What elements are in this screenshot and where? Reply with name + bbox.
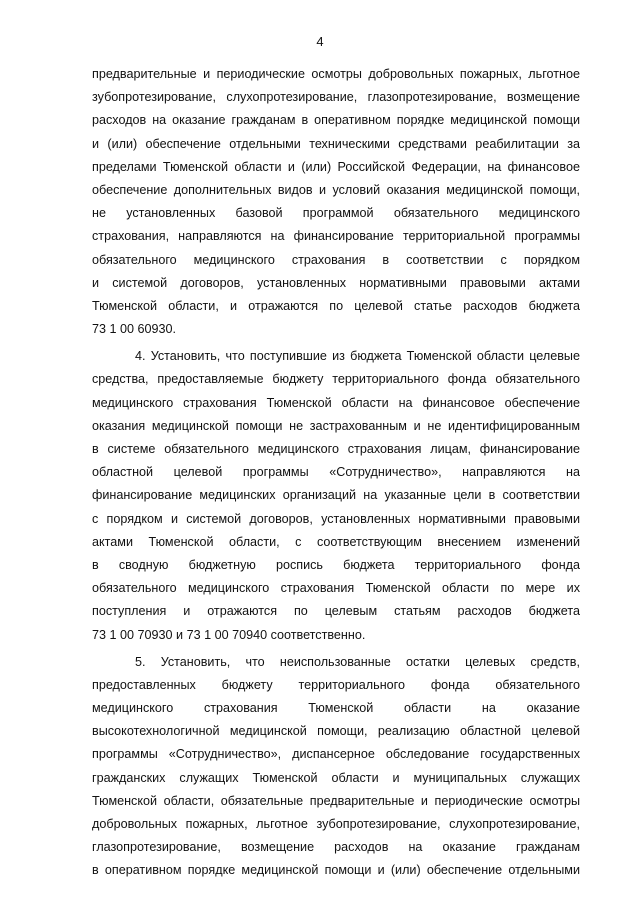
text-line: финансирование медицинских организаций на указанные цели в соответствии: [92, 488, 580, 503]
page-number: 4: [316, 34, 324, 49]
text-line: с порядком и системой договоров, установленных нормативными правовыми: [92, 511, 580, 526]
text-line: и (или) обеспечение отдельными техническими средствами реабилитации за: [92, 136, 580, 151]
text-line: средства, предоставляемые бюджету территориального фонда обязательного: [92, 372, 580, 387]
paragraph-3-continuation: [92, 63, 580, 341]
text-line: добровольных пожарных, льготное зубопротезирование, слухопротезирование,: [92, 817, 580, 831]
text-line: в системе обязательного медицинского страхования лицам, финансирование: [92, 442, 580, 456]
text-line: в оперативном порядке медицинской помощи и (или) обеспечение отдельными: [92, 863, 580, 878]
text-line: 4. Установить, что поступившие из бюджета Тюменской области целевые: [135, 349, 580, 364]
text-line: предварительные и периодические осмотры добровольных пожарных, льготное: [92, 67, 580, 81]
text-line: оказания медицинской помощи не застрахованным и не идентифицированным: [92, 418, 580, 433]
text-line: гражданских служащих Тюменской области и муниципальных служащих: [92, 770, 580, 785]
text-line: обязательного медицинского страхования в соответствии с порядком: [92, 252, 580, 267]
text-line: в сводную бюджетную роспись бюджета территориального фонда: [92, 557, 580, 572]
text-line: пределами Тюменской области и (или) Российской Федерации, на финансовое: [92, 159, 580, 174]
text-line: программы «Сотрудничество», диспансерное обследование государственных: [92, 747, 580, 762]
text-line: 5. Установить, что неиспользованные остатки целевых средств,: [135, 654, 580, 669]
text-line: областной целевой программы «Сотрудничество», направляются на: [92, 465, 580, 480]
document-body: [92, 63, 580, 883]
text-line: поступления и отражаются по целевым статьям расходов бюджета: [92, 604, 580, 619]
paragraph-5: [92, 651, 580, 883]
text-line: обеспечение дополнительных видов и условий оказания медицинской помощи,: [92, 182, 580, 197]
text-line: и системой договоров, установленных нормативными правовыми актами: [92, 275, 580, 290]
text-line: медицинского страхования Тюменской области на финансовое обеспечение: [92, 395, 580, 410]
text-line: глазопротезирование, возмещение расходов на оказание гражданам: [92, 840, 580, 855]
text-line: 73 1 00 70930 и 73 1 00 70940 соответственно.: [92, 627, 366, 642]
text-line: расходов на оказание гражданам в оперативном порядке медицинской помощи: [92, 113, 580, 128]
text-line: 73 1 00 60930.: [92, 322, 177, 337]
text-line: Тюменской области, и отражаются по целевой статье расходов бюджета: [92, 298, 580, 313]
text-line: медицинского страхования Тюменской области на оказание: [92, 701, 580, 716]
text-line: не установленных базовой программой обязательного медицинского: [92, 206, 580, 221]
text-line: актами Тюменской области, с соответствующим внесением изменений: [92, 534, 580, 549]
text-line: предоставленных бюджету территориального фонда обязательного: [92, 677, 580, 692]
paragraph-4: [92, 345, 580, 646]
text-line: высокотехнологичной медицинской помощи, реализацию областной целевой: [92, 724, 580, 739]
text-line: страхования, направляются на финансирование территориальной программы: [92, 229, 580, 244]
text-line: обязательного медицинского страхования Тюменской области по мере их: [92, 581, 580, 596]
text-line: зубопротезирование, слухопротезирование, глазопротезирование, возмещение: [92, 90, 580, 105]
text-line: Тюменской области, обязательные предварительные и периодические осмотры: [92, 793, 580, 808]
